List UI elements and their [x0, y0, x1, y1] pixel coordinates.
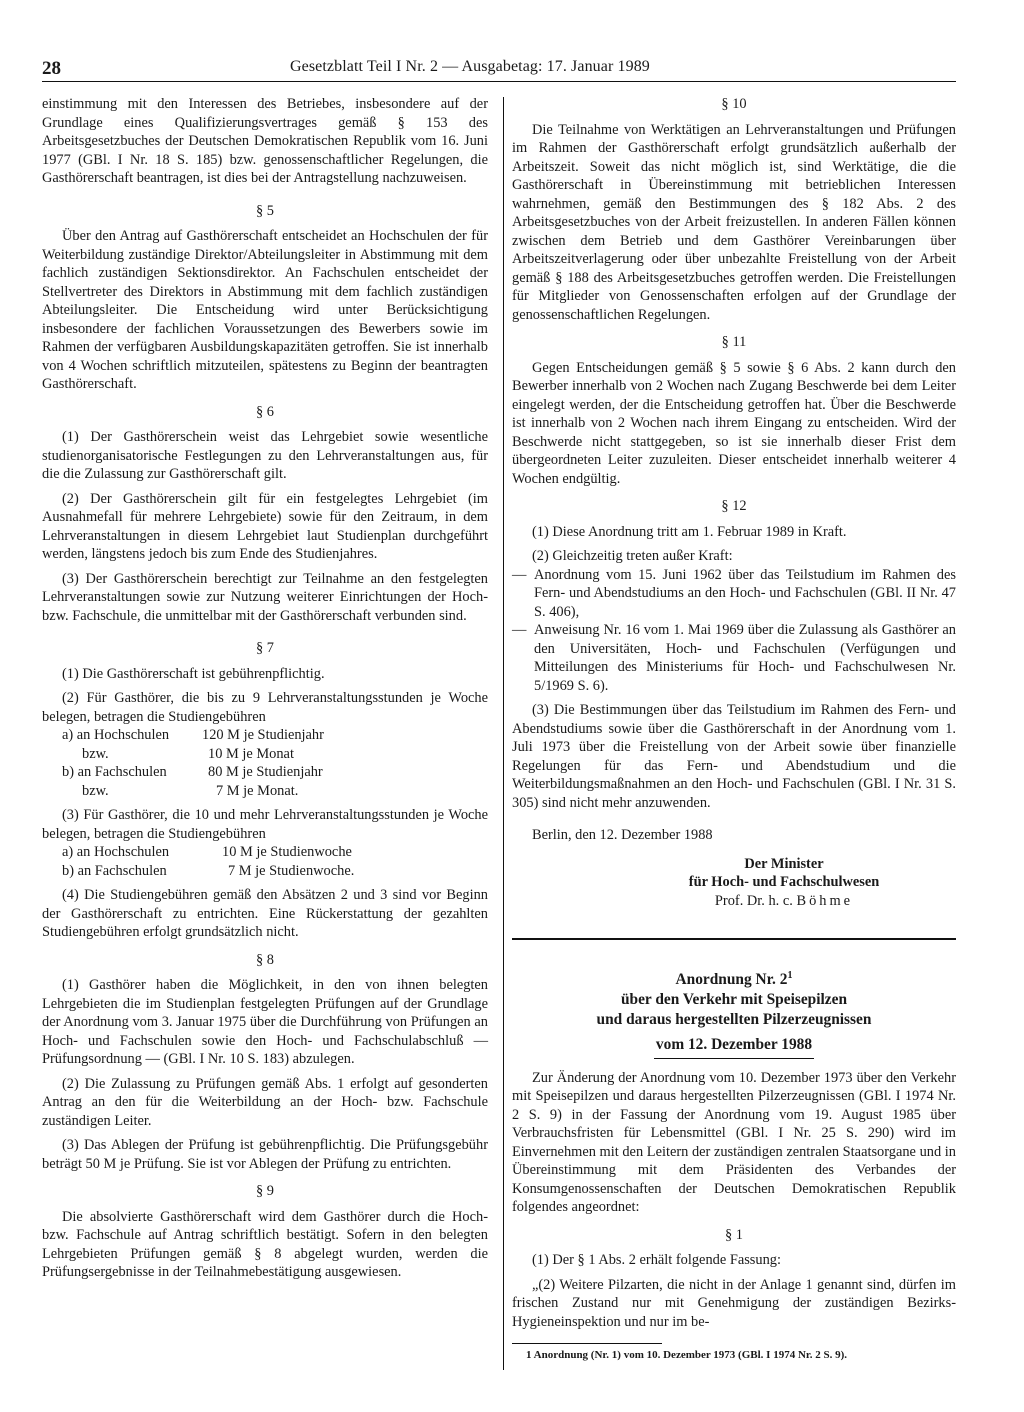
paragraph: (1) Gasthörer haben die Möglichkeit, in den von ihnen belegten Lehrgebieten die im Studienplan festgelegten Prüfungen auf der Grundlage der Anordnung vom 3. Januar 1975 über die Durchführung von Prüfungen an Hoch- und Fachschulen sowie den Hoch- und Fachschulabschluß — Prüfungsordnung — (GBl. I Nr. 10 S. 183) abzulegen.	[42, 977, 488, 1067]
paragraph: „(2) Weitere Pilzarten, die nicht in der Anlage 1 genannt sind, dürfen im frischen Zustand nur mit Genehmigung der zuständigen Bezirks-Hygieneinspektion und nur im be-	[512, 1276, 956, 1330]
section-heading: § 5	[256, 202, 274, 219]
footnote: 1 Anordnung (Nr. 1) vom 10. Dezember 1973 (GBl. I 1974 Nr. 2 S. 9).	[526, 1349, 848, 1362]
fee-row	[42, 782, 488, 801]
fee-row	[42, 745, 488, 764]
section-heading: § 12	[721, 498, 747, 514]
fee-value: 80 M je Studienjahr	[208, 764, 323, 780]
ordinance-title	[512, 966, 956, 1030]
header-rule	[42, 81, 956, 82]
list-dash: —	[512, 566, 527, 583]
paragraph: (3) Für Gasthörer, die 10 und mehr Lehrveranstaltungsstunden je Woche belegen, betragen die Studiengebühren	[42, 807, 488, 842]
section-divider	[512, 938, 956, 940]
section-heading: § 6	[256, 403, 274, 420]
fee-row	[42, 862, 488, 881]
fee-label: a) an Hochschulen	[62, 727, 170, 743]
paragraph: einstimmung mit den Interessen des Betriebes, insbesondere auf der Grundlage eines Qualifizierungsvertrages gemäß § 153 des Arbeitsgesetzbuches der Deutschen Demokratischen Republik vom 16. Juni 1977 (GBl. I Nr. 18 S. 185) bzw. genossenschaftlicher Regelungen, die Gasthörerschaft beantragen, ist dies bei der Antragstellung nachzuweisen.	[42, 96, 488, 186]
footnote-rule	[512, 1343, 662, 1344]
paragraph: (1) Der Gasthörerschein weist das Lehrgebiet sowie wesentliche studienorganisatorische Festlegungen zu den Lehrveranstaltungen aus, für die die Zulassung zur Gasthörerschaft gilt.	[42, 429, 488, 482]
right-column	[512, 95, 956, 1362]
running-head: Gesetzblatt Teil I Nr. 2 — Ausgabetag: 17. Januar 1989	[290, 58, 650, 75]
list-item	[512, 621, 956, 695]
list-dash: —	[512, 622, 527, 638]
paragraph: (2) Für Gasthörer, die bis zu 9 Lehrveranstaltungsstunden je Woche belegen, betragen die Studiengebühren	[42, 690, 488, 725]
fee-value: 7 M je Studienwoche.	[228, 862, 355, 879]
fee-label: b) an Fachschulen	[62, 764, 167, 780]
paragraph: (3) Die Bestimmungen über das Teilstudium im Rahmen des Fern- und Abendstudiums sowie über die Gasthörerschaft in der Anordnung vom 1. Juli 1973 über die Freistellung von der Arbeit sowie über finanzielle Regelungen für das Fern- und Abendstudium und die Weiterbildungsmaßnahmen an den Hoch- und Fachschulen (GBl. I Nr. 31 S. 305) sind nicht mehr anzuwenden.	[512, 702, 956, 811]
signatory-title: Der Minister	[744, 855, 824, 872]
paragraph: Die Teilnahme von Werktätigen an Lehrveranstaltungen und Prüfungen im Rahmen der Gasthörerschaft erfolgt grundsätzlich außerhalb der Arbeitszeit. Soweit das nicht möglich ist, sind Werktätige, die die Gasthörerschaft in Übereinstimmung mit betrieblichen Interessen wahrnehmen, gemäß den Bestimmungen des § 182 Abs. 2 des Arbeitsgesetzbuches von der Arbeit freizustellen. In anderen Fällen können zwischen dem Betrieb und dem Gasthörer Vereinbarungen über Arbeitszeitverlagerung oder über unbezahlte Freistellung von der Arbeit gemäß § 188 des Arbeitsgesetzbuches getroffen werden. Die Freistellungen für Mitglieder von Genossenschaften erfolgen auf der Grundlage der genossenschaftlichen Regelungen.	[512, 121, 956, 323]
fee-table-2	[42, 843, 488, 880]
ordinance-date: vom 12. Dezember 1988	[655, 1036, 813, 1054]
place-date: Berlin, den 12. Dezember 1988	[532, 827, 713, 843]
signatory-name	[612, 892, 956, 911]
section-heading: § 7	[256, 640, 274, 656]
fee-row	[42, 726, 488, 745]
date-underline	[654, 1058, 814, 1059]
fee-label: bzw.	[82, 782, 109, 799]
list-text: Anordnung vom 15. Juni 1962 über das Teilstudium im Rahmen des Fern- und Abendstudiums an den Hoch- und Fachschulen (GBl. II Nr. 47 S. 406),	[534, 566, 956, 620]
section-heading: § 8	[256, 951, 274, 968]
fee-label: a) an Hochschulen	[62, 844, 170, 860]
ordinance-title-line: über den Verkehr mit Speisepilzen	[620, 991, 848, 1009]
column-divider	[503, 97, 504, 1370]
paragraph: (4) Die Studiengebühren gemäß den Absätzen 2 und 3 sind vor Beginn der Gasthörerschaft zu entrichten. Eine Rückerstattung der gezahlten Studiengebühren erfolgt grundsätzlich nicht.	[42, 887, 488, 940]
paragraph: (1) Die Gasthörerschaft ist gebührenpflichtig.	[62, 665, 325, 682]
fee-value: 7 M je Monat.	[216, 782, 299, 799]
signatory-prefix: Prof. Dr. h. c.	[714, 892, 793, 909]
paragraph: (3) Der Gasthörerschein berechtigt zur Teilnahme an den festgelegten Lehrveranstaltungen sowie zur Nutzung weiterer Einrichtungen der Hoch- bzw. Fachschule, die unmittelbar mit der Gasthörerschaft verbunden sind.	[42, 570, 488, 624]
fee-value: 10 M je Studienwoche	[222, 844, 352, 860]
ordinance-title-line: und daraus hergestellten Pilzerzeugnissen	[596, 1011, 872, 1029]
signatory-ministry: für Hoch- und Fachschulwesen	[688, 874, 880, 890]
section-heading: § 9	[256, 1183, 274, 1199]
section-heading: § 10	[721, 96, 747, 112]
fee-row	[42, 763, 488, 782]
signatory-surname: Böhme	[796, 892, 854, 909]
paragraph: (1) Der § 1 Abs. 2 erhält folgende Fassung:	[532, 1252, 781, 1269]
paragraph: (2) Der Gasthörerschein gilt für ein festgelegtes Lehrgebiet (im Ausnahmefall für mehrere Lehrgebiete) sowie für den Zeitraum, in dem Lehrveranstaltungen in diesem Lehrgebiet laut Studienplan durchgeführt werden, längstens jedoch bis zum Ende des Studienjahres.	[42, 490, 488, 562]
section-heading: § 11	[721, 334, 747, 350]
paragraph: Die absolvierte Gasthörerschaft wird dem Gasthörer durch die Hoch- bzw. Fachschule auf Antrag schriftlich bestätigt. Sofern in den belegten Lehrgebieten Prüfungen gemäß § 8 abgelegt wurden, werden die Prüfungsergebnisse in der Teilnahmebestätigung ausgewiesen.	[42, 1208, 488, 1280]
paragraph: (3) Das Ablegen der Prüfung ist gebührenpflichtig. Die Prüfungsgebühr beträgt 50 M je Prüfung. Sie ist vor Ablegen der Prüfung zu entrichten.	[42, 1137, 488, 1172]
page-number: 28	[42, 58, 61, 79]
paragraph: (2) Gleichzeitig treten außer Kraft:	[532, 548, 733, 564]
fee-label: b) an Fachschulen	[62, 862, 167, 879]
fee-value: 10 M je Monat	[208, 745, 294, 762]
paragraph: (2) Die Zulassung zu Prüfungen gemäß Abs. 1 erfolgt auf gesonderten Antrag an den für die Weiterbildung an der Hoch- bzw. Fachschule zuständigen Leiter.	[42, 1075, 488, 1129]
list-item	[512, 566, 956, 622]
fee-table-1	[42, 726, 488, 800]
paragraph: Über den Antrag auf Gasthörerschaft entscheidet an Hochschulen der für Weiterbildung zuständige Direktor/Abteilungsleiter in Abstimmung mit dem fachlich zuständigen Sektionsdirektor. An Fachschulen entscheidet der Stellvertreter des Direktors in Abstimmung mit dem fachlich zuständigen Abteilungsleiter. Die Entscheidung wird unter Berücksichtigung insbesondere der fachlichen Voraussetzungen des Bewerbers sowie im Rahmen der verfügbaren Ausbildungskapazitäten getroffen. Sie ist innerhalb von 4 Wochen schriftlich mitzuteilen, spätestens zu Beginn der beantragten Gasthörerschaft.	[42, 228, 488, 392]
left-column	[42, 95, 488, 1282]
section-heading: § 1	[725, 1226, 743, 1243]
fee-value: 120 M je Studienjahr	[202, 727, 324, 743]
ordinance-title-line: Anordnung Nr. 2	[675, 971, 788, 989]
paragraph: (1) Diese Anordnung tritt am 1. Februar 1989 in Kraft.	[532, 523, 847, 540]
list-text: Anweisung Nr. 16 vom 1. Mai 1969 über die Zulassung als Gasthörer an den Universitäten, Hoch- und Fachschulen (Verfügungen und Mitteilungen des Ministeriums für Hoch- und Fachschulwesen Nr. 5/1969 S. 6).	[534, 622, 956, 694]
fee-label: bzw.	[82, 745, 109, 762]
footnote-mark: 1	[787, 970, 793, 981]
fee-row	[42, 843, 488, 862]
paragraph: Zur Änderung der Anordnung vom 10. Dezember 1973 über den Verkehr mit Speisepilzen und daraus hergestellten Pilzerzeugnissen (GBl. I 1974 Nr. 2 S. 9) in der Fassung der Anordnung vom 19. August 1985 über Verbrauchsfristen für Lebensmittel (GBl. I Nr. 25 S. 290) wird im Einvernehmen mit den Leitern der zuständigen zentralen Staatsorgane und in Übereinstimmung mit dem Präsidenten des Verbandes der Konsumgenossenschaften der Deutschen Demokratischen Republik folgendes angeordnet:	[512, 1069, 956, 1216]
paragraph: Gegen Entscheidungen gemäß § 5 sowie § 6 Abs. 2 kann durch den Bewerber innerhalb von 2 Wochen nach Zugang Beschwerde bei dem Leiter eingelegt werden, der die Entscheidung getroffen hat. Über die Beschwerde ist innerhalb von 2 Wochen nach ihrem Eingang zu entscheiden. Wird der Beschwerde nicht stattgegeben, so ist sie innerhalb dieser Frist dem übergeordneten Leiter zuzuleiten. Dieser entscheidet innerhalb weiterer 4 Wochen endgültig.	[512, 359, 956, 487]
signature-block	[512, 855, 956, 911]
